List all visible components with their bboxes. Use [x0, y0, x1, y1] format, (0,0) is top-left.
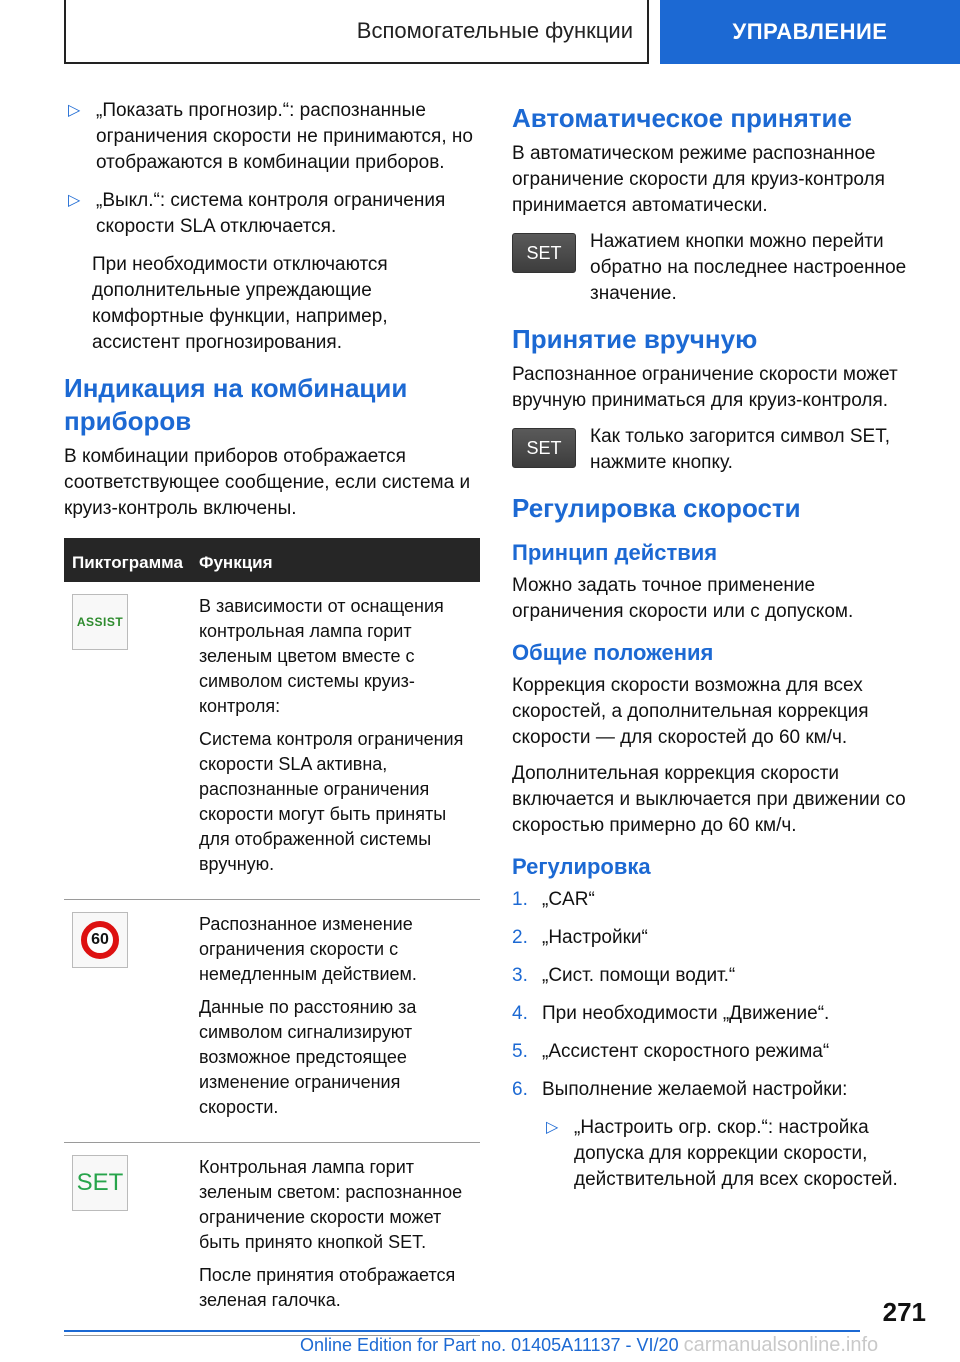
right-column	[512, 98, 928, 1205]
speed-limit-value: 60	[91, 931, 109, 948]
step-number: 4.	[512, 1003, 528, 1024]
left-column	[64, 98, 480, 1336]
step-item	[512, 963, 928, 989]
set-button-label: SET	[526, 242, 562, 263]
heading-manual-accept: Принятие вручную	[512, 324, 758, 354]
triangle-bullet-icon: ▷	[546, 1119, 559, 1136]
sub-bullet-text: „Настроить огр. скор.“: настройка допуска для коррекции скорости, действительной для всех скоростей.	[574, 1117, 898, 1190]
heading-auto-accept: Автоматическое принятие	[512, 103, 852, 133]
table-row	[64, 900, 480, 1143]
speed-limit-60-icon	[72, 912, 128, 968]
watermark: carmanualsonline.info	[683, 1334, 879, 1356]
general-paragraph: Коррекция скорости возможна для всех скоростей, а дополнительная коррекция скорости — для скоростей до 60 км/ч.	[512, 675, 869, 748]
step-item	[512, 925, 928, 951]
auto-paragraph: В автоматическом режиме распознанное ограничение скорости для круиз-контроля принимается автоматически.	[512, 143, 885, 216]
row-text: Контрольная лампа горит зеленым светом: распознанное ограничение скорости может быть принято кнопкой SET.	[198, 1157, 463, 1252]
section-title: Вспомогательные функции	[356, 18, 633, 43]
row-text: Данные по расстоянию за символом сигнализируют возможное предстоящее изменение ограничения скорости.	[198, 997, 417, 1117]
set-instruction	[512, 424, 928, 476]
edition-text: Online Edition for Part no. 01405A11137 - VI/20	[300, 1335, 679, 1355]
step-item	[512, 1039, 928, 1065]
row-text: Распознанное изменение ограничения скорости с немедленным действием.	[198, 914, 417, 984]
bullet-item	[64, 98, 480, 176]
set-green-icon	[72, 1155, 128, 1211]
step-text: Выполнение желаемой настройки:	[542, 1079, 848, 1100]
step-item	[512, 1001, 928, 1027]
step-text: „Сист. помощи водит.“	[542, 965, 736, 986]
bullet-paragraph: При необходимости отключаются дополнительные упреждающие комфортные функции, например, ассистент прогнозирования.	[92, 254, 388, 353]
manual-paragraph: Распознанное ограничение скорости может вручную приниматься для круиз-контроля.	[512, 364, 898, 411]
set-button-label: SET	[526, 437, 562, 458]
intro-paragraph: В комбинации приборов отображается соответствующее сообщение, если система и круиз-контроль включены.	[64, 446, 471, 519]
step-text: „Настройки“	[542, 927, 648, 948]
row-text: В зависимости от оснащения контрольная лампа горит зеленым цветом вместе с символом системы круиз-контроля:	[198, 596, 444, 716]
step-number: 5.	[512, 1041, 528, 1062]
row-text: Система контроля ограничения скорости SLA активна, распознанные ограничения скорости могут быть приняты для отображенной системы вручную.	[198, 729, 464, 874]
set-paragraph: Как только загорится символ SET, нажмите кнопку.	[590, 426, 891, 473]
table-header-function: Функция	[191, 538, 480, 582]
assist-icon	[72, 594, 128, 650]
step-number: 1.	[512, 889, 528, 910]
principle-paragraph: Можно задать точное применение ограничения скорости или с допуском.	[512, 575, 854, 622]
bullet-text: „Показать прогнозир.“: распознанные ограничения скорости не принимаются, но отображаются в комбинации приборов.	[96, 100, 473, 173]
triangle-bullet-icon: ▷	[68, 192, 81, 209]
table-row	[64, 582, 480, 900]
page-number: 271	[882, 1297, 926, 1327]
set-green-label: SET	[76, 1169, 124, 1196]
heading-speed-regulation: Регулировка скорости	[512, 493, 801, 523]
set-paragraph: Нажатием кнопки можно перейти обратно на последнее настроенное значение.	[590, 231, 907, 304]
step-number: 6.	[512, 1079, 528, 1100]
table-row	[64, 1143, 480, 1336]
general-paragraph: Дополнительная коррекция скорости включается и выключается при движении со скоростью примерно до 60 км/ч.	[512, 763, 906, 836]
step-text: При необходимости „Движение“.	[542, 1003, 830, 1024]
triangle-bullet-icon: ▷	[68, 102, 81, 119]
step-number: 3.	[512, 965, 528, 986]
row-text: После принятия отображается зеленая галочка.	[198, 1265, 456, 1310]
footer-edition	[300, 1334, 878, 1357]
set-instruction	[512, 229, 928, 307]
section-header	[64, 0, 649, 64]
step-number: 2.	[512, 927, 528, 948]
set-button-icon	[512, 428, 576, 468]
indicator-table	[64, 538, 480, 1336]
table-header-pictogram: Пиктограмма	[64, 538, 191, 582]
assist-icon-label: ASSIST	[76, 615, 124, 629]
step-item	[512, 1077, 928, 1103]
bullet-text: „Выкл.“: система контроля ограничения скорости SLA отключается.	[96, 190, 446, 237]
chapter-title: УПРАВЛЕНИЕ	[732, 19, 888, 44]
heading-adjustment: Регулировка	[512, 854, 651, 879]
bullet-item	[64, 188, 480, 240]
heading-principle: Принцип действия	[512, 540, 718, 565]
step-text: „CAR“	[542, 889, 595, 910]
footer-divider	[64, 1330, 860, 1332]
set-button-icon	[512, 233, 576, 273]
section-heading: Индикация на комбинации приборов	[64, 373, 408, 436]
heading-general: Общие положения	[512, 640, 714, 665]
chapter-tab[interactable]	[660, 0, 960, 64]
step-text: „Ассистент скоростного режима“	[542, 1041, 830, 1062]
step-item	[512, 887, 928, 913]
sub-bullet-item	[542, 1115, 928, 1193]
